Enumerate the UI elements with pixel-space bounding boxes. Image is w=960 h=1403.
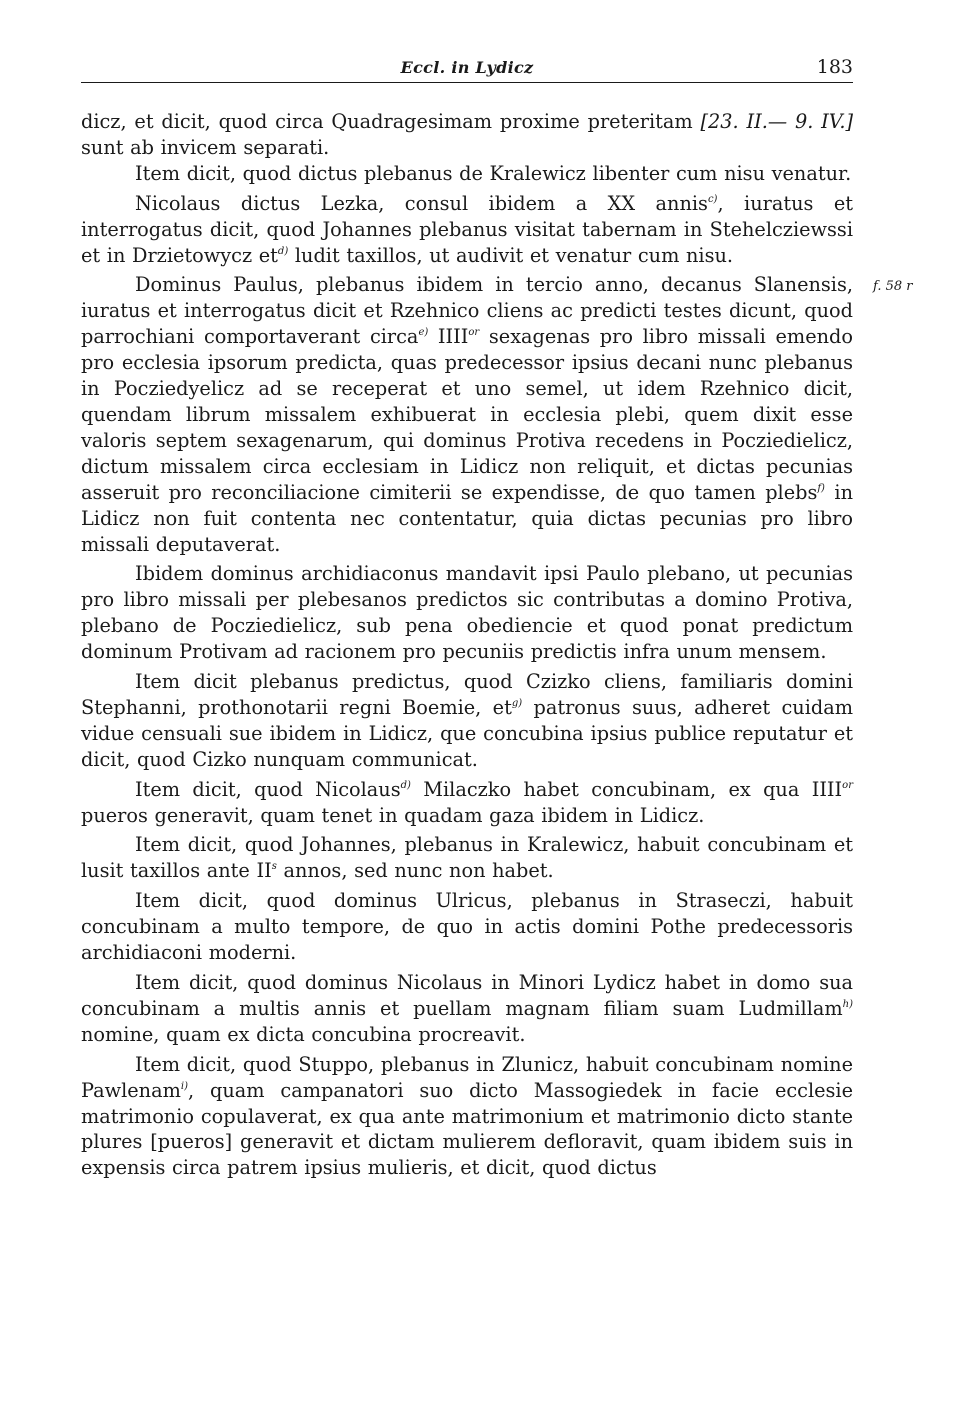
paragraph: [81, 561, 853, 665]
running-head: [81, 52, 853, 83]
text-run: Ibidem dominus archidiaconus mandavit ipsi Paulo plebano, ut pecunias pro libro missali per plebesanos predictos sic contributas a domino Protiva, plebano de Pocziedielicz, sub pena obediencie et quod ponat predictum dominum Protivam ad racionem pro pecuniis predictis infra unum mensem.: [81, 562, 853, 664]
body-text: [81, 109, 853, 1181]
text-run: pueros generavit, quam tenet in quadam gaza ibidem in Lidicz.: [81, 803, 705, 827]
text-run: nomine, quam ex dicta concubina procreavit.: [81, 1022, 526, 1046]
footnote-marker: h): [842, 998, 853, 1010]
footnote-marker: c): [707, 193, 718, 205]
paragraph: [81, 832, 853, 884]
text-run: in Lidicz non fuit contenta nec contentatur, quia dictas pecunias pro libro missali deputaverat.: [81, 480, 853, 556]
footnote-marker: or: [468, 327, 480, 339]
page: [81, 52, 853, 1181]
footnote-marker: g): [511, 697, 523, 709]
text-run: Nicolaus dictus Lezka, consul ibidem a XX annis: [135, 191, 708, 215]
page-number: 183: [816, 56, 853, 78]
paragraph: [81, 161, 853, 187]
text-run: patronus suus, adheret cuidam vidue censuali sue ibidem in Lidicz, que concubina ipsius publice reputatur et dicit, quod Cizko nunquam communicat.: [81, 695, 853, 771]
footnote-marker: or: [842, 779, 853, 791]
text-run: Item dicit, quod dominus Ulricus, plebanus in Straseczi, habuit concubinam a multo tempore, de quo in actis domini Pothe predecessoris archidiaconi moderni.: [81, 889, 853, 965]
text-run: , quam campanatori suo dicto Massogiedek in facie ecclesie matrimonio copulaverat, ex qua ante matrimonium et matrimonio dicto stante plures [pueros] generavit et dictam mulierem defloravit, quam ibidem suis in expensis circa patrem ipsius mulieris, et dicit, quod dictus: [81, 1078, 853, 1180]
paragraph: [81, 777, 853, 829]
footnote-marker: d): [400, 779, 411, 791]
footnote-marker: d): [277, 245, 289, 257]
text-run: dicz, et dicit, quod circa Quadragesimam proxime preteritam: [81, 110, 701, 133]
paragraph: [81, 109, 853, 161]
text-run: sexagenas pro libro missali emendo pro ecclesia ipsorum predicta, quas predecessor ipsius decani nunc plebanus in Pocziedyelicz ad se receperat et uno semel, ut idem Rzehnico dicit, quendam librum missalem exhibuerat in ecclesia plebi, quem dixit esse valoris septem sexagenarum, qui dominus Protiva recedens in Pocziedielicz, dictum missalem circa ecclesiam in Lidicz non reliquit, et dictas pecunias asseruit pro reconciliacione cimiterii se expendisse, de quo tamen plebs: [81, 325, 853, 504]
text-run: Item dicit plebanus predictus, quod Czizko cliens, familiaris domini Stephanni, prothonotarii regni Boemie, et: [81, 670, 853, 719]
margin-folio-note: f. 58 r: [873, 279, 913, 295]
footnote-marker: s: [271, 861, 277, 873]
text-run: Item dicit, quod Johannes, plebanus in Kralewicz, habuit concubinam et lusit taxillos ante II: [81, 833, 853, 883]
paragraph: [81, 272, 853, 557]
date-annotation: [23. II.— 9. IV.]: [700, 110, 854, 133]
text-run: ludit taxillos, ut audivit et venatur cum nisu.: [288, 243, 734, 267]
paragraph: [81, 669, 853, 773]
text-run: Milaczko habet concubinam, ex qua IIII: [410, 777, 843, 801]
text-run: Item dicit, quod dominus Nicolaus in Minori Lydicz habet in domo sua concubinam a multis annis et puellam magnam filiam suam Ludmillam: [81, 971, 853, 1020]
text-run: Item dicit, quod Nicolaus: [135, 777, 401, 801]
text-run: sunt ab invicem separati.: [81, 135, 330, 159]
text-run: Item dicit, quod dictus plebanus de Kralewicz libenter cum nisu venatur.: [135, 161, 852, 185]
paragraph: [81, 888, 853, 966]
text-run: Item dicit, quod Stuppo, plebanus in Zlunicz, habuit concubinam nomine Pawlenam: [81, 1052, 853, 1102]
text-run: , iuratus et interrogatus dicit, quod Johannes plebanus visitat tabernam in Stehelcziewssi et in Drzietowycz et: [81, 191, 854, 267]
footnote-marker: f): [817, 482, 825, 494]
paragraph: [81, 970, 853, 1048]
text-run: Dominus Paulus, plebanus ibidem in tercio anno, decanus Slanensis, iuratus et interrogatus dicit et Rzehnico cliens ac predicti testes dicunt, quod parrochiani comportaverant circa: [81, 273, 853, 349]
paragraph: [81, 191, 853, 269]
footnote-marker: e): [418, 327, 429, 339]
footnote-marker: i): [180, 1080, 188, 1092]
paragraph: [81, 1052, 853, 1182]
text-run: IIII: [428, 325, 469, 349]
running-title: Eccl. in Lydicz: [400, 58, 534, 77]
text-run: annos, sed nunc non habet.: [276, 859, 554, 883]
